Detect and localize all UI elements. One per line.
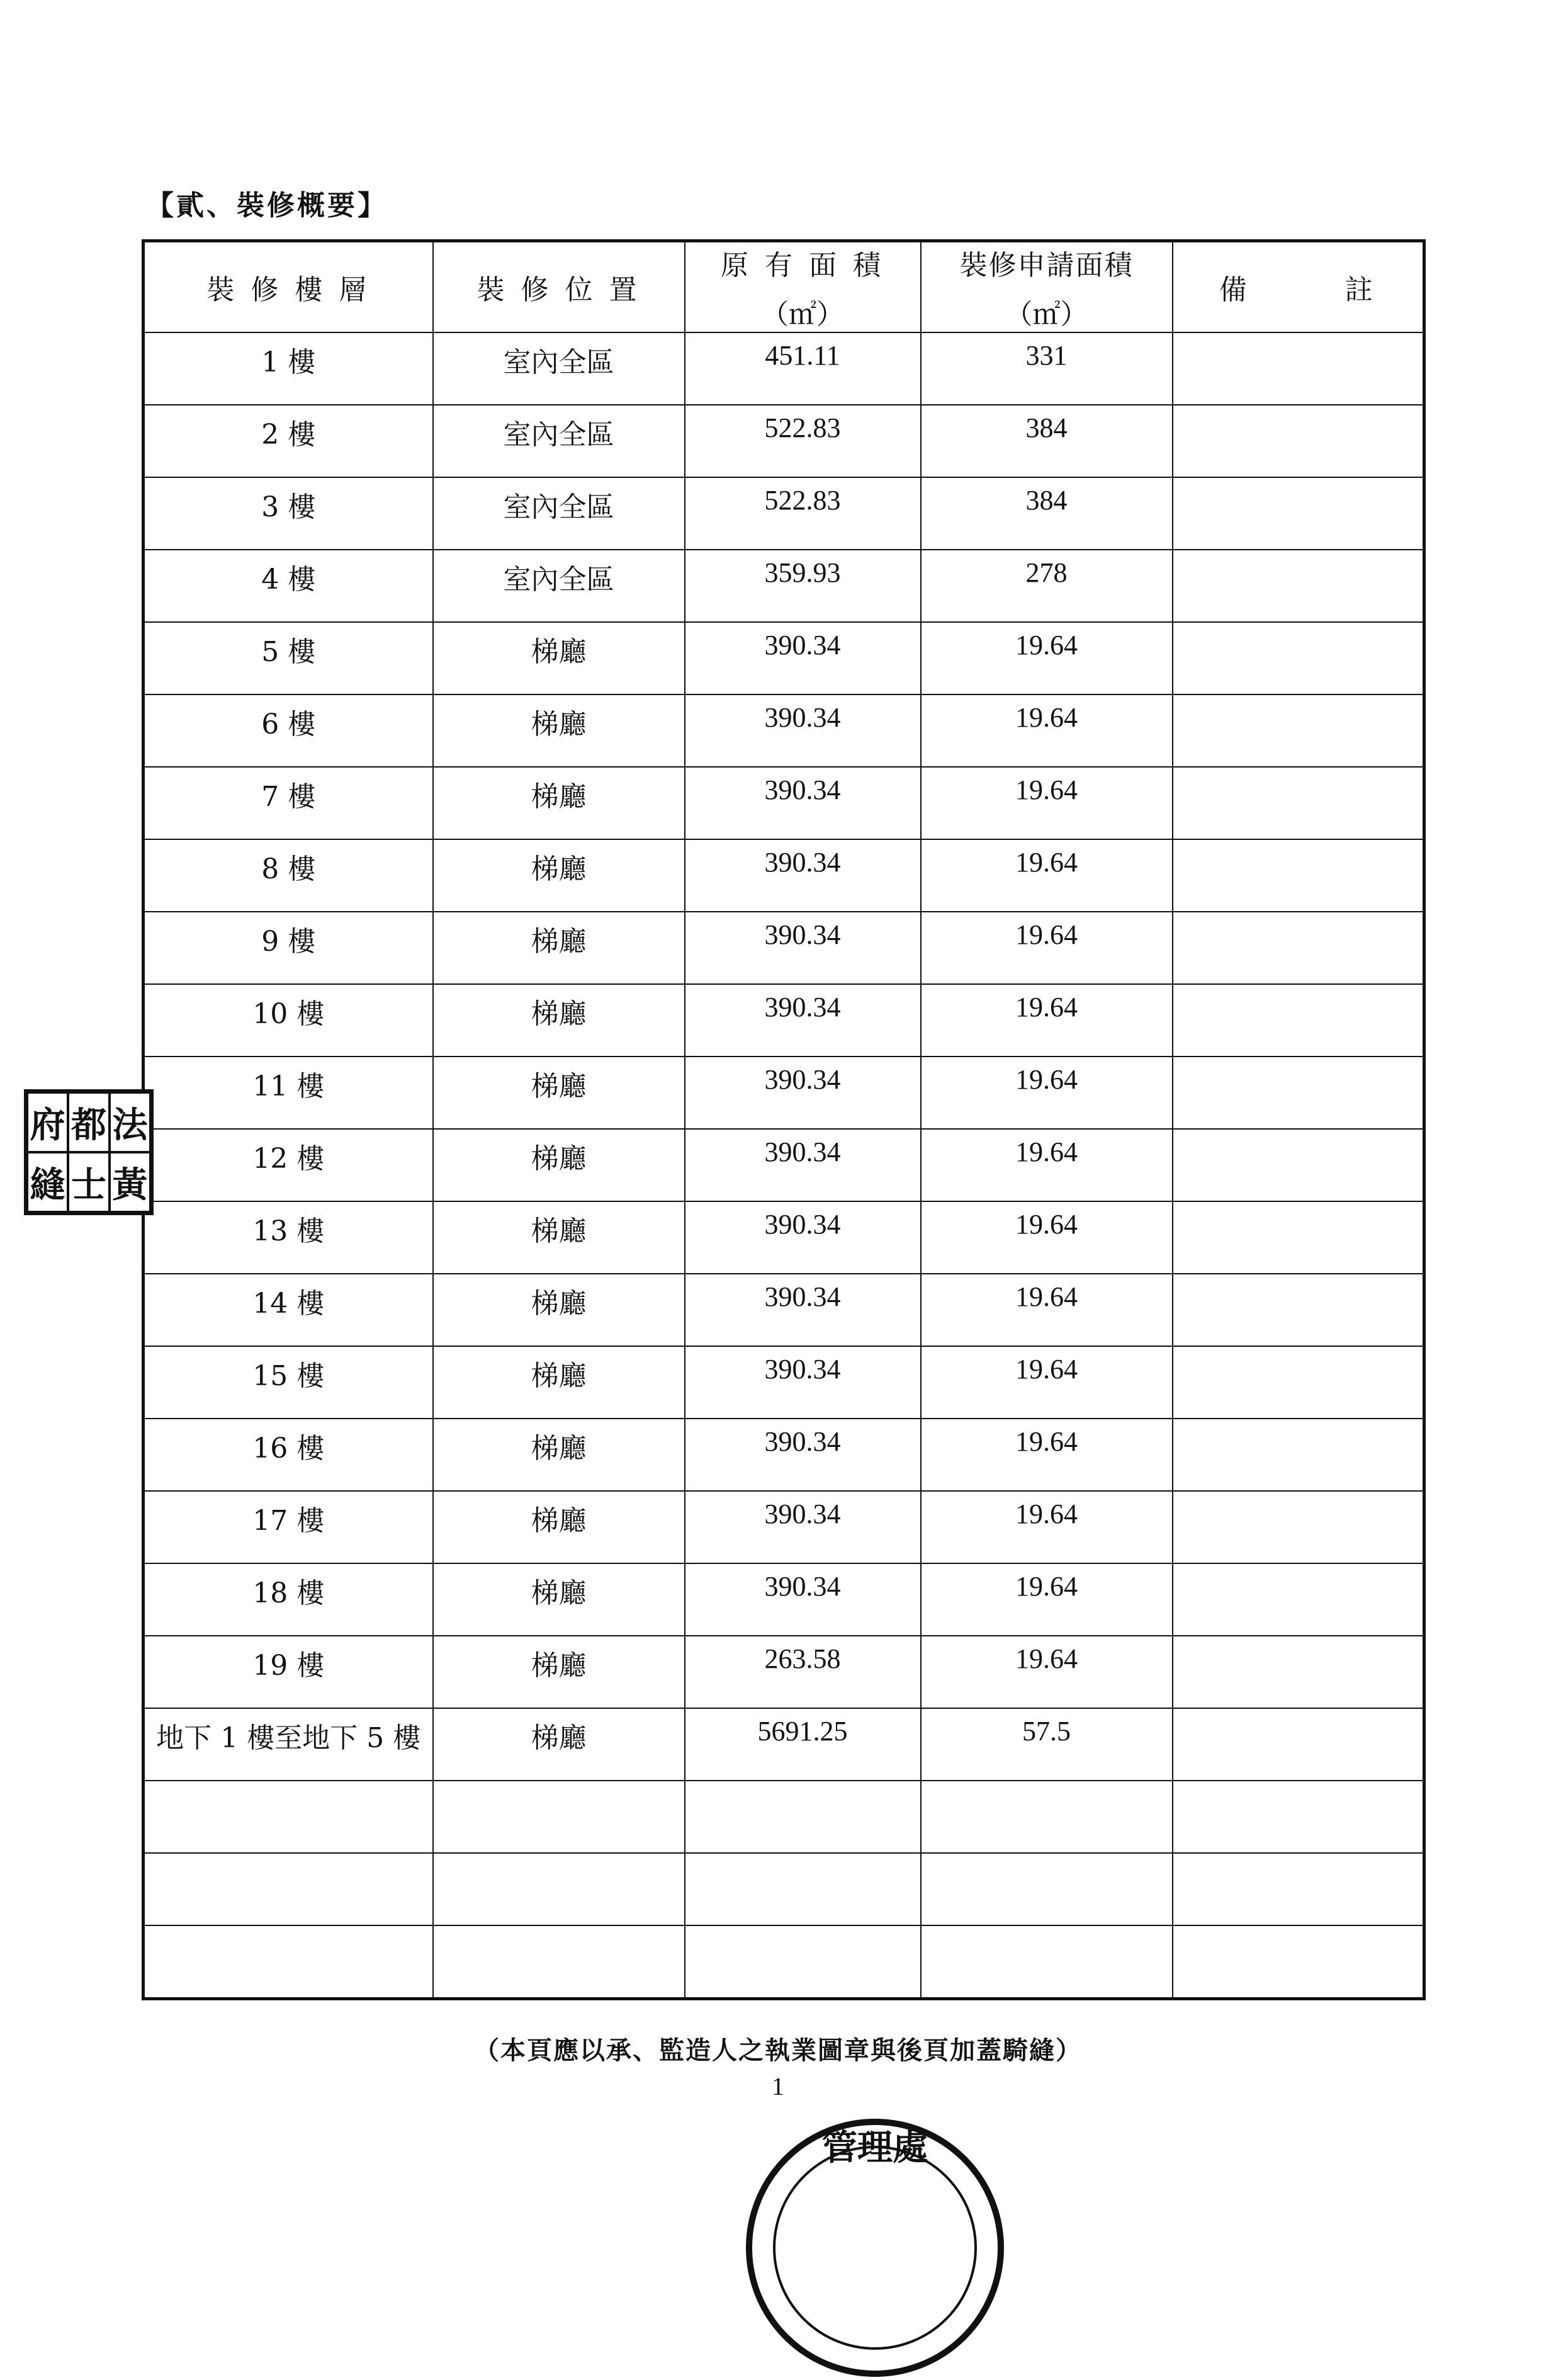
remarks-cell	[1173, 1636, 1424, 1708]
table-row	[144, 839, 1424, 912]
remarks-cell	[1173, 1853, 1424, 1925]
header-floor: 裝 修 樓 層	[144, 241, 433, 333]
remarks-cell	[1173, 1201, 1424, 1274]
left-seal-char: 縫	[27, 1152, 68, 1212]
header-location: 裝 修 位 置	[433, 241, 685, 333]
remarks-cell	[1173, 550, 1424, 622]
applied-area-cell: 278	[921, 550, 1173, 622]
floor-cell: 14 樓	[144, 1274, 433, 1346]
header-applied-area-label: 裝修申請面積	[959, 249, 1134, 281]
original-area-cell: 390.34	[685, 1419, 921, 1491]
table-row	[144, 1419, 1424, 1491]
table-row	[144, 550, 1424, 622]
remarks-cell	[1173, 1419, 1424, 1491]
applied-area-cell	[921, 1853, 1173, 1925]
floor-cell: 4 樓	[144, 550, 433, 622]
table-row	[144, 622, 1424, 694]
left-seal	[24, 1089, 154, 1215]
original-area-cell: 390.34	[685, 767, 921, 839]
table-row	[144, 1925, 1424, 1999]
applied-area-cell: 19.64	[921, 1636, 1173, 1708]
floor-cell: 8 樓	[144, 839, 433, 912]
remarks-cell	[1173, 1274, 1424, 1346]
applied-area-cell: 57.5	[921, 1708, 1173, 1781]
left-seal-char: 法	[110, 1092, 150, 1152]
section-title: 【貳、裝修概要】	[146, 190, 388, 222]
original-area-cell: 522.83	[685, 405, 921, 477]
applied-area-cell: 19.64	[921, 1201, 1173, 1274]
left-seal-char: 士	[68, 1152, 109, 1212]
floor-cell: 13 樓	[144, 1201, 433, 1274]
location-cell: 梯廳	[433, 767, 685, 839]
table-row	[144, 332, 1424, 405]
applied-area-cell: 19.64	[921, 1129, 1173, 1201]
location-cell: 梯廳	[433, 1708, 685, 1781]
original-area-cell: 522.83	[685, 477, 921, 550]
location-cell: 梯廳	[433, 984, 685, 1057]
floor-cell: 1 樓	[144, 332, 433, 405]
original-area-cell: 390.34	[685, 1274, 921, 1346]
floor-cell: 5 樓	[144, 622, 433, 694]
renovation-summary-table	[142, 239, 1426, 2000]
header-original-area-unit: （㎡）	[761, 298, 844, 331]
applied-area-cell: 331	[921, 332, 1173, 405]
applied-area-cell: 19.64	[921, 1274, 1173, 1346]
header-applied-area-unit: （㎡）	[1005, 298, 1088, 331]
location-cell: 室內全區	[433, 550, 685, 622]
original-area-cell: 451.11	[685, 332, 921, 405]
original-area-cell: 390.34	[685, 912, 921, 984]
remarks-cell	[1173, 622, 1424, 694]
location-cell: 梯廳	[433, 839, 685, 912]
floor-cell: 2 樓	[144, 405, 433, 477]
location-cell: 梯廳	[433, 1201, 685, 1274]
left-seal-char: 黃	[110, 1152, 150, 1212]
table-row	[144, 1708, 1424, 1781]
table-row	[144, 767, 1424, 839]
applied-area-cell	[921, 1781, 1173, 1853]
applied-area-cell: 19.64	[921, 1057, 1173, 1129]
header-original-area-label: 原 有 面 積	[721, 249, 884, 281]
original-area-cell	[685, 1925, 921, 1999]
location-cell: 室內全區	[433, 477, 685, 550]
location-cell: 梯廳	[433, 1129, 685, 1201]
remarks-cell	[1173, 1781, 1424, 1853]
floor-cell	[144, 1925, 433, 1999]
header-original-area	[685, 241, 921, 333]
floor-cell: 7 樓	[144, 767, 433, 839]
official-stamp	[743, 2116, 1007, 2380]
table-row	[144, 1853, 1424, 1925]
footer-note: （本頁應以承、監造人之執業圖章與後頁加蓋騎縫）	[474, 2036, 1082, 2065]
location-cell: 梯廳	[433, 1346, 685, 1419]
table-row	[144, 477, 1424, 550]
location-cell	[433, 1781, 685, 1853]
table-row	[144, 1346, 1424, 1419]
remarks-cell	[1173, 405, 1424, 477]
original-area-cell: 390.34	[685, 1129, 921, 1201]
remarks-cell	[1173, 984, 1424, 1057]
applied-area-cell: 19.64	[921, 694, 1173, 767]
location-cell: 室內全區	[433, 405, 685, 477]
table-row	[144, 1057, 1424, 1129]
location-cell: 梯廳	[433, 1419, 685, 1491]
table-row	[144, 694, 1424, 767]
remarks-cell	[1173, 1346, 1424, 1419]
floor-cell: 17 樓	[144, 1491, 433, 1563]
table-row	[144, 1201, 1424, 1274]
applied-area-cell: 19.64	[921, 1419, 1173, 1491]
floor-cell: 19 樓	[144, 1636, 433, 1708]
remarks-cell	[1173, 1925, 1424, 1999]
original-area-cell	[685, 1853, 921, 1925]
table-row	[144, 1491, 1424, 1563]
table-row	[144, 912, 1424, 984]
applied-area-cell: 19.64	[921, 839, 1173, 912]
applied-area-cell: 19.64	[921, 1491, 1173, 1563]
original-area-cell: 390.34	[685, 1201, 921, 1274]
applied-area-cell: 19.64	[921, 912, 1173, 984]
remarks-cell	[1173, 332, 1424, 405]
applied-area-cell: 384	[921, 477, 1173, 550]
floor-cell: 9 樓	[144, 912, 433, 984]
floor-cell: 15 樓	[144, 1346, 433, 1419]
applied-area-cell: 384	[921, 405, 1173, 477]
applied-area-cell	[921, 1925, 1173, 1999]
floor-cell: 10 樓	[144, 984, 433, 1057]
original-area-cell: 5691.25	[685, 1708, 921, 1781]
floor-cell: 地下 1 樓至地下 5 樓	[144, 1708, 433, 1781]
location-cell	[433, 1925, 685, 1999]
location-cell: 梯廳	[433, 1491, 685, 1563]
table-row	[144, 984, 1424, 1057]
remarks-cell	[1173, 1129, 1424, 1201]
original-area-cell: 390.34	[685, 984, 921, 1057]
location-cell: 梯廳	[433, 622, 685, 694]
location-cell: 梯廳	[433, 1274, 685, 1346]
original-area-cell: 390.34	[685, 839, 921, 912]
remarks-cell	[1173, 767, 1424, 839]
remarks-cell	[1173, 477, 1424, 550]
applied-area-cell: 19.64	[921, 1563, 1173, 1636]
location-cell: 室內全區	[433, 332, 685, 405]
floor-cell: 16 樓	[144, 1419, 433, 1491]
floor-cell	[144, 1781, 433, 1853]
left-seal-char: 都	[68, 1092, 109, 1152]
original-area-cell: 390.34	[685, 1346, 921, 1419]
official-stamp-text: 管理處	[822, 2127, 928, 2168]
original-area-cell: 359.93	[685, 550, 921, 622]
location-cell: 梯廳	[433, 912, 685, 984]
location-cell: 梯廳	[433, 1057, 685, 1129]
applied-area-cell: 19.64	[921, 1346, 1173, 1419]
original-area-cell: 390.34	[685, 694, 921, 767]
header-remarks: 備 註	[1173, 241, 1424, 333]
applied-area-cell: 19.64	[921, 984, 1173, 1057]
floor-cell	[144, 1853, 433, 1925]
table-header-row	[144, 241, 1424, 333]
table-body	[144, 332, 1424, 1999]
location-cell: 梯廳	[433, 1563, 685, 1636]
remarks-cell	[1173, 1057, 1424, 1129]
page-number: 1	[772, 2072, 784, 2100]
floor-cell: 3 樓	[144, 477, 433, 550]
original-area-cell	[685, 1781, 921, 1853]
original-area-cell: 390.34	[685, 1057, 921, 1129]
remarks-cell	[1173, 694, 1424, 767]
original-area-cell: 390.34	[685, 1563, 921, 1636]
remarks-cell	[1173, 1491, 1424, 1563]
table-row	[144, 1274, 1424, 1346]
location-cell: 梯廳	[433, 694, 685, 767]
table-row	[144, 1781, 1424, 1853]
remarks-cell	[1173, 1563, 1424, 1636]
floor-cell: 11 樓	[144, 1057, 433, 1129]
left-seal-char: 府	[27, 1092, 68, 1152]
applied-area-cell: 19.64	[921, 622, 1173, 694]
original-area-cell: 390.34	[685, 1491, 921, 1563]
floor-cell: 6 樓	[144, 694, 433, 767]
location-cell	[433, 1853, 685, 1925]
table-row	[144, 405, 1424, 477]
location-cell: 梯廳	[433, 1636, 685, 1708]
floor-cell: 12 樓	[144, 1129, 433, 1201]
remarks-cell	[1173, 1708, 1424, 1781]
applied-area-cell: 19.64	[921, 767, 1173, 839]
floor-cell: 18 樓	[144, 1563, 433, 1636]
remarks-cell	[1173, 912, 1424, 984]
remarks-cell	[1173, 839, 1424, 912]
original-area-cell: 263.58	[685, 1636, 921, 1708]
table-row	[144, 1129, 1424, 1201]
header-applied-area	[921, 241, 1173, 333]
original-area-cell: 390.34	[685, 622, 921, 694]
table-row	[144, 1563, 1424, 1636]
table-row	[144, 1636, 1424, 1708]
